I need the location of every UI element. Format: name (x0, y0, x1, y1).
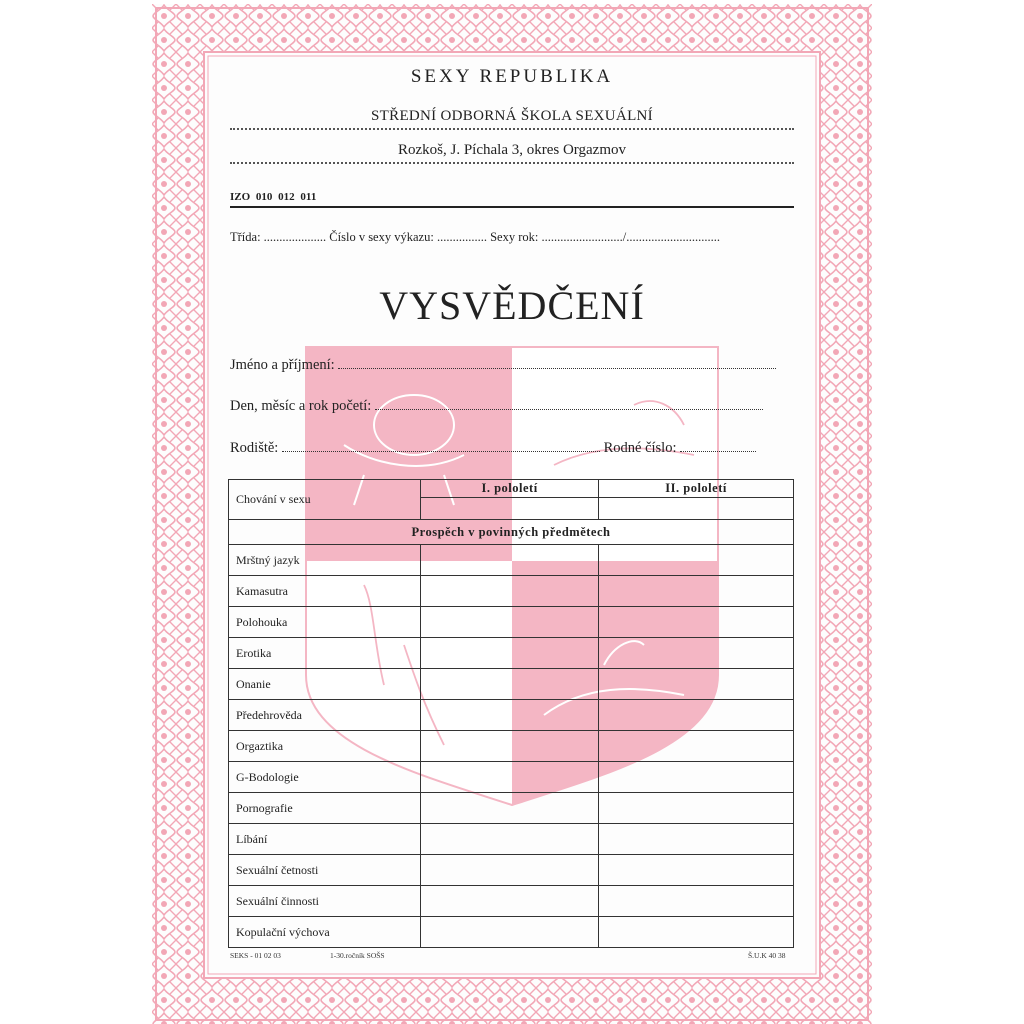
grade-cell-semester-1[interactable] (421, 545, 599, 576)
subject-name: Onanie (229, 669, 421, 700)
semester-2-header: II. pololetí (599, 480, 794, 498)
dotted-rule (230, 162, 794, 164)
grade-cell-semester-2[interactable] (599, 917, 794, 948)
birthplace-label: Rodiště: (230, 440, 279, 456)
school-year-separator: / (622, 230, 627, 244)
dotted-rule (230, 128, 794, 130)
school-year-label: Sexy rok: (490, 230, 539, 244)
country-heading: SEXY REPUBLIKA (410, 66, 614, 87)
grade-cell-semester-2[interactable] (599, 700, 794, 731)
grade-cell-semester-1[interactable] (421, 669, 599, 700)
birthplace-row (230, 440, 794, 457)
birth-field[interactable] (375, 399, 763, 410)
behaviour-label: Chování v sexu (229, 480, 421, 520)
grades-table (228, 479, 794, 948)
grade-cell-semester-1[interactable] (421, 886, 599, 917)
behaviour-grade-2[interactable] (599, 498, 794, 520)
class-field[interactable]: .................... (263, 230, 327, 244)
name-field[interactable] (338, 358, 776, 369)
grade-cell-semester-1[interactable] (421, 731, 599, 762)
grade-cell-semester-1[interactable] (421, 638, 599, 669)
grade-cell-semester-2[interactable] (599, 762, 794, 793)
table-row (229, 917, 794, 948)
section-title: Prospěch v povinných předmětech (229, 520, 794, 545)
table-row (229, 700, 794, 731)
grade-cell-semester-1[interactable] (421, 824, 599, 855)
footer-code: SEKS - 01 02 03 (230, 951, 281, 960)
grade-cell-semester-1[interactable] (421, 917, 599, 948)
birth-row (230, 398, 794, 415)
table-row (229, 669, 794, 700)
register-number-label: Číslo v sexy výkazu: (329, 230, 434, 244)
birthplace-field[interactable] (282, 441, 600, 452)
school-year-field-2[interactable]: .............................. (626, 230, 720, 244)
grade-cell-semester-2[interactable] (599, 886, 794, 917)
name-row (230, 357, 794, 374)
table-row (229, 824, 794, 855)
subject-name: Pornografie (229, 793, 421, 824)
table-row (229, 855, 794, 886)
table-row (229, 731, 794, 762)
document-title: VYSVĚDČENÍ (379, 283, 645, 328)
class-label: Třída: (230, 230, 261, 244)
table-row (229, 886, 794, 917)
izo-rule (230, 206, 794, 208)
izo-code: IZO 010 012 011 (230, 191, 317, 203)
class-info-line (230, 230, 794, 245)
grade-cell-semester-1[interactable] (421, 855, 599, 886)
grade-cell-semester-2[interactable] (599, 545, 794, 576)
table-row (229, 762, 794, 793)
grade-cell-semester-2[interactable] (599, 793, 794, 824)
grade-cell-semester-2[interactable] (599, 731, 794, 762)
subject-rows (229, 545, 794, 948)
grade-cell-semester-2[interactable] (599, 855, 794, 886)
footer-grade: 1-30.ročník SOŠS (330, 951, 385, 960)
subject-name: Líbání (229, 824, 421, 855)
subject-name: G-Bodologie (229, 762, 421, 793)
subject-name: Polohouka (229, 607, 421, 638)
table-row (229, 607, 794, 638)
name-label: Jméno a příjmení: (230, 357, 335, 373)
subject-name: Předehrověda (229, 700, 421, 731)
grade-cell-semester-1[interactable] (421, 576, 599, 607)
subject-name: Orgaztika (229, 731, 421, 762)
birth-label: Den, měsíc a rok početí: (230, 398, 372, 414)
behaviour-grade-1[interactable] (421, 498, 599, 520)
subject-name: Kamasutra (229, 576, 421, 607)
grade-cell-semester-2[interactable] (599, 576, 794, 607)
grade-cell-semester-1[interactable] (421, 607, 599, 638)
subject-name: Mrštný jazyk (229, 545, 421, 576)
birth-number-field[interactable] (680, 441, 756, 452)
grade-cell-semester-2[interactable] (599, 607, 794, 638)
grade-cell-semester-2[interactable] (599, 824, 794, 855)
subject-name: Kopulační výchova (229, 917, 421, 948)
school-name: STŘEDNÍ ODBORNÁ ŠKOLA SEXUÁLNÍ (371, 108, 653, 124)
register-number-field[interactable]: ................ (436, 230, 487, 244)
birth-number-label: Rodné číslo: (603, 440, 677, 456)
grade-cell-semester-2[interactable] (599, 638, 794, 669)
table-row (229, 638, 794, 669)
school-year-field[interactable]: .......................... (541, 230, 623, 244)
semester-1-header: I. pololetí (421, 480, 599, 498)
grade-cell-semester-1[interactable] (421, 700, 599, 731)
school-address: Rozkoš, J. Píchala 3, okres Orgazmov (397, 142, 627, 158)
subject-name: Erotika (229, 638, 421, 669)
grade-cell-semester-1[interactable] (421, 793, 599, 824)
table-row (229, 576, 794, 607)
grade-cell-semester-2[interactable] (599, 669, 794, 700)
subject-name: Sexuální činnosti (229, 886, 421, 917)
subject-name: Sexuální četnosti (229, 855, 421, 886)
table-row (229, 793, 794, 824)
table-row (229, 545, 794, 576)
grade-cell-semester-1[interactable] (421, 762, 599, 793)
footer-form: Š.U.K 40 38 (748, 951, 786, 960)
